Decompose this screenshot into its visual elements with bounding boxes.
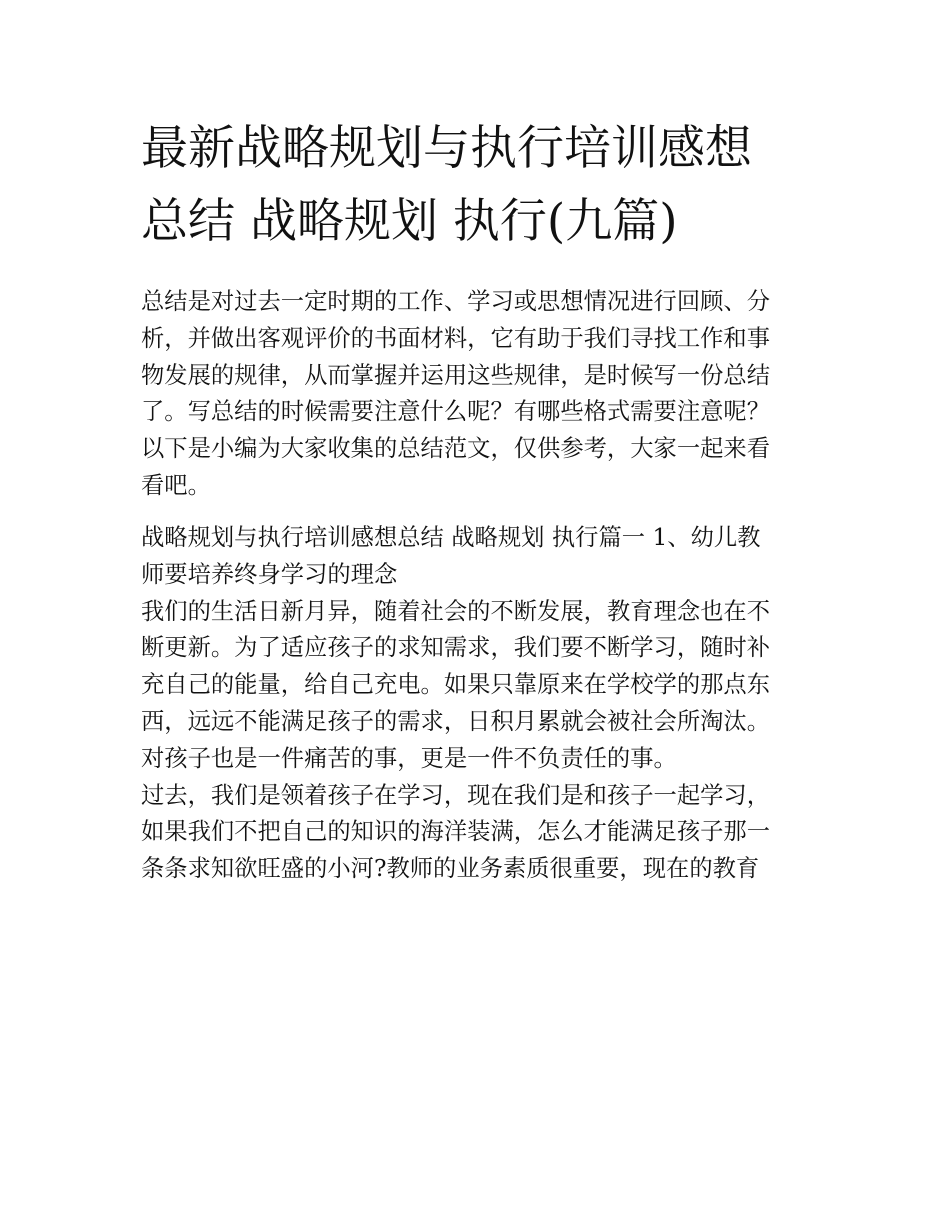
text-line: 过去，我们是领着孩子在学习，现在我们是和孩子一起学习， xyxy=(141,781,771,809)
text-line: 对孩子也是一件痛苦的事，更是一件不负责任的事。 xyxy=(141,744,677,772)
text-line: 我们的生活日新月异，随着社会的不断发展，教育理念也在不 xyxy=(141,597,771,625)
document-title xyxy=(141,112,841,258)
text-line: 条条求知欲旺盛的小河?教师的业务素质很重要，现在的教育 xyxy=(141,855,760,883)
paragraph-body xyxy=(141,778,821,888)
text-line: 师要培养终身学习的理念 xyxy=(141,560,398,588)
text-line: 物发展的规律，从而掌握并运用这些规律，是时候写一份总结 xyxy=(141,361,771,389)
title-line: 最新战略规划与执行培训感想 xyxy=(141,121,752,176)
text-line: 如果我们不把自己的知识的海洋装满，怎么才能满足孩子那一 xyxy=(141,818,771,846)
paragraph-intro xyxy=(141,284,821,505)
text-line: 西，远远不能满足孩子的需求，日积月累就会被社会所淘汰。 xyxy=(141,707,771,735)
paragraph-body xyxy=(141,594,821,778)
text-line: 战略规划与执行培训感想总结 战略规划 执行篇一 1、幼儿教 xyxy=(141,523,761,551)
text-line: 总结是对过去一定时期的工作、学习或思想情况进行回顾、分 xyxy=(141,288,771,315)
paragraph-section-heading xyxy=(141,520,821,594)
text-line: 了。写总结的时候需要注意什么呢？有哪些格式需要注意呢？ xyxy=(141,398,771,426)
text-line: 断更新。为了适应孩子的求知需求，我们要不断学习，随时补 xyxy=(141,634,771,662)
text-line: 以下是小编为大家收集的总结范文，仅供参考，大家一起来看 xyxy=(141,435,771,463)
text-line: 充自己的能量，给自己充电。如果只靠原来在学校学的那点东 xyxy=(141,671,771,699)
document-body xyxy=(141,284,821,888)
text-line: 看吧。 xyxy=(141,471,211,499)
title-line: 总结 战略规划 执行(九篇) xyxy=(141,194,678,249)
text-line: 析，并做出客观评价的书面材料，它有助于我们寻找工作和事 xyxy=(141,324,771,352)
